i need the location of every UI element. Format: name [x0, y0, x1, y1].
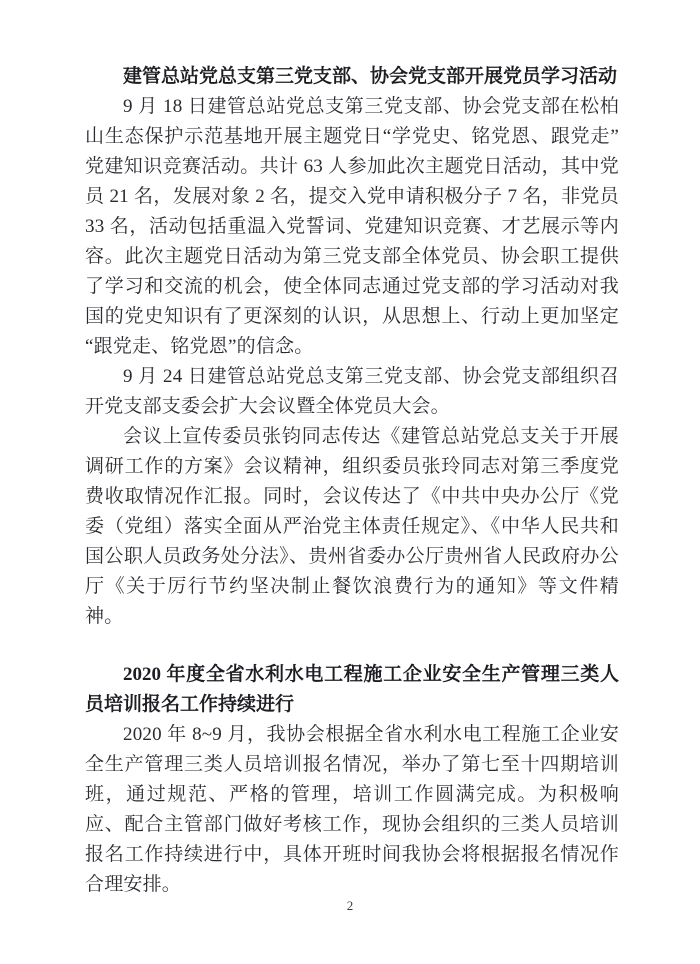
article-title: 2020 年度全省水利水电工程施工企业安全生产管理三类人员培训报名工作持续进行 — [85, 664, 619, 715]
article-training-registration — [85, 660, 619, 900]
article-party-study-activity — [85, 62, 619, 632]
paragraph: 会议上宣传委员张钧同志传达《建管总站党总支关于开展调研工作的方案》会议精神，组织委员张玲同志对第三季度党费收取情况作汇报。同时，会议传达了《中共中央办公厅《党委（党组）落实全面从严治党主体责任规定》、《中华人民共和国公职人员政务处分法》、贵州省委办公厅贵州省人民政府办公厅《关于厉行节约坚决制止餐饮浪费行为的通知》等文件精神。 — [85, 426, 619, 627]
paragraph: 9 月 24 日建管总站党总支第三党支部、协会党支部组织召开党支部支委会扩大会议暨全体党员大会。 — [85, 366, 619, 417]
article-title: 建管总站党总支第三党支部、协会党支部开展党员学习活动 — [123, 66, 618, 87]
document-content — [85, 62, 619, 900]
paragraph: 9 月 18 日建管总站党总支第三党支部、协会党支部在松柏山生态保护示范基地开展主题党日“学党史、铭党恩、跟党走”党建知识竞赛活动。共计 63 人参加此次主题党日活动，其中党员 21 名，发展对象 2 名，提交入党申请积极分子 7 名，非党员 33 名，活动包括重温入党誓词、党建知识竞赛、才艺展示等内容。此次主题党日活动为第三党支部全体党员、协会职工提供了学习和交流的机会，使全体同志通过党支部的学习活动对我国的党史知识有了更深刻的认识，从思想上、行动上更加坚定“跟党走、铭党恩”的信念。 — [85, 96, 619, 357]
page-number: 2 — [346, 898, 354, 913]
paragraph: 2020 年 8~9 月，我协会根据全省水利水电工程施工企业安全生产管理三类人员培训报名情况，举办了第七至十四期培训班，通过规范、严格的管理，培训工作圆满完成。为积极响应、配合主管部门做好考核工作，现协会组织的三类人员培训报名工作持续进行中，具体开班时间我协会将根据报名情况作合理安排。 — [85, 724, 619, 895]
